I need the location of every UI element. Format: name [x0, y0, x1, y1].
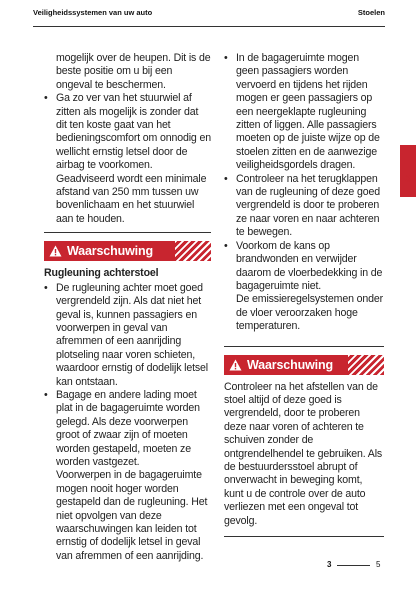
left-column [44, 52, 211, 563]
warning-triangle-icon [49, 245, 62, 257]
bullet-check-lock: • Controleer na het terugklappen van de rugleuning of deze goed vergrendeld is door te proberen ze naar voren en naar achteren te bewegen. [224, 173, 384, 240]
warning-body-text: Controleer na het afstellen van de stoel altijd of deze goed is vergrendeld, door te proberen deze naar voren of achteren te schuiven zonder de ontgrendelhendel te gebruiken. Als de bestuurdersstoel abrupt of onverwacht in beweging komt, kunt u de controle over de auto verliezen met een ongeval tot gevolg. [224, 380, 383, 527]
header-chapter-title: Stoelen [357, 8, 385, 17]
warning-stripes [348, 355, 384, 375]
footer-page-number: 5 [376, 560, 381, 569]
page-header [33, 8, 385, 26]
section-divider [44, 232, 211, 233]
subheading-rear-backrest: Rugleuning achterstoel [44, 267, 159, 280]
bullet-steering-distance: • Ga zo ver van het stuurwiel af zitten als mogelijk is zonder dat dit ten koste gaat van het bedieningscomfort om onnodig en wellicht ernstig letsel door de airbag te voorkomen. Geadviseerd wordt een minimale afstand van 250 mm tussen uw bovenlichaam en het stuurwiel aan te houden. [44, 92, 211, 226]
warning-banner [224, 355, 384, 375]
chapter-tab-marker [400, 145, 416, 197]
warning-title: Waarschuwing [247, 357, 333, 372]
section-divider [224, 536, 384, 537]
warning-banner [44, 241, 211, 261]
footer-chapter-number: 3 [327, 560, 332, 569]
continuation-text: mogelijk over de heupen. Dit is de beste positie om u bij een ongeval te beschermen. [56, 52, 211, 91]
bullet-no-passengers: • In de bagageruimte mogen geen passagiers worden vervoerd en tijdens het rijden mogen er geen passagiers op een neergeklapte rugleuning zitten of liggen. Alle passagiers moeten op de juiste wijze op de stoelen zitten en de aanwezige veiligheidsgordels dragen. [224, 52, 384, 173]
luggage-followup-text: Voorwerpen in de bagageruimte mogen nooit hoger worden gestapeld dan de rugleuning. Het niet opvolgen van deze waarschuwingen kan leiden tot ernstig of dodelijk letsel in geval van afremmen of een aanrijding. [56, 469, 208, 562]
footer-divider [337, 565, 370, 566]
right-column [224, 52, 384, 545]
chapter-tab-number: 3 [405, 174, 411, 185]
bullet-fire-risk: • Voorkom de kans op brandwonden en verwijder daarom de vloerbedekking in de bagageruimte niet. [224, 240, 384, 294]
warning-title: Waarschuwing [67, 244, 153, 259]
warning-stripes [175, 241, 211, 261]
bullet-backrest-lock: • De rugleuning achter moet goed vergrendeld zijn. Als dat niet het geval is, kunnen passagiers en voorwerpen in geval van afremmen of een aanrijding plotseling naar voren schieten, waardoor ernstig of dodelijk letsel kan ontstaan. [44, 282, 211, 389]
header-section-title: Veiligheidssystemen van uw auto [33, 8, 153, 17]
bullet-luggage: • Bagage en andere lading moet plat in de bagageruimte worden gelegd. Als deze voorwerpen groot of zwaar zijn of moeten worden gestapeld, moeten ze worden vastgezet. [44, 389, 211, 469]
header-divider [33, 26, 385, 27]
warning-triangle-icon [229, 359, 242, 371]
fire-followup-text: De emissieregelsystemen onder de vloer veroorzaken hoge temperaturen. [236, 293, 383, 333]
section-divider [224, 346, 384, 347]
